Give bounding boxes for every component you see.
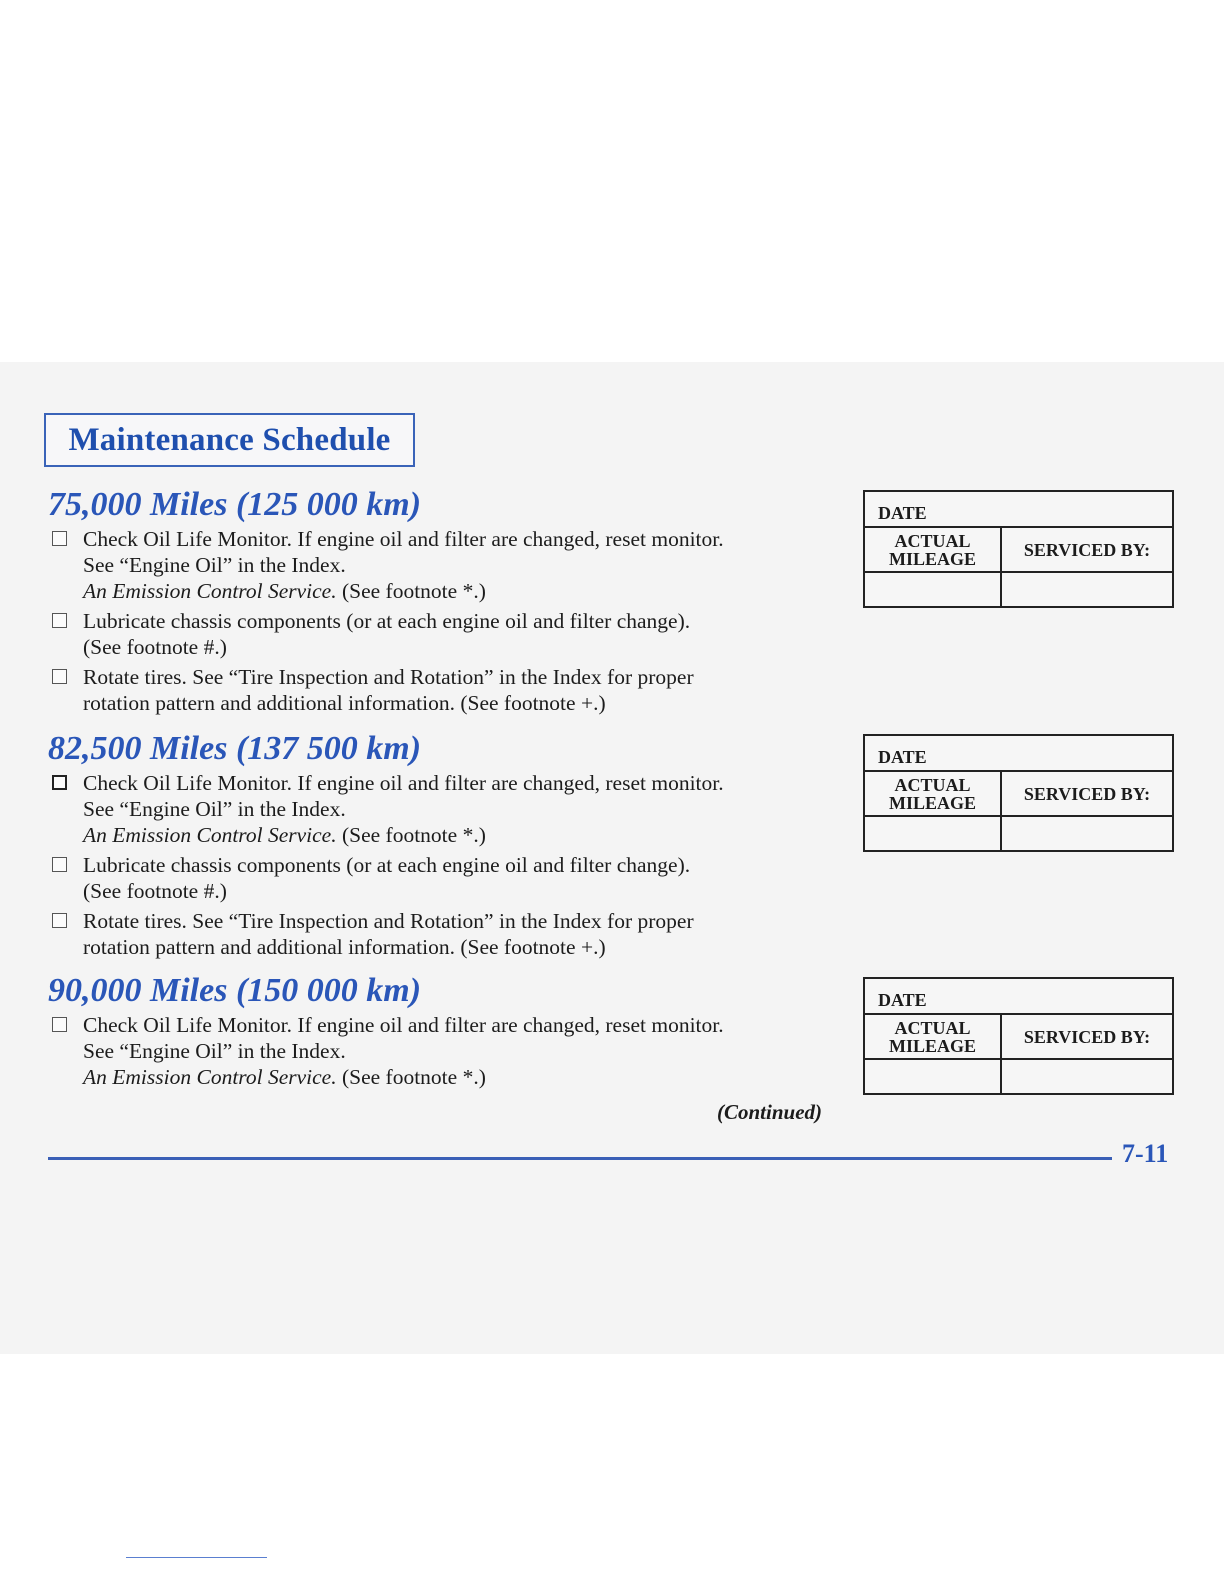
serviced-by-entry[interactable] [1002, 817, 1172, 850]
service-record-box [863, 734, 1174, 852]
checkbox[interactable] [52, 531, 67, 546]
list-item [48, 852, 848, 904]
item-emission-line [83, 578, 848, 604]
mileage-entry[interactable] [865, 817, 1002, 850]
footer-rule [48, 1157, 1112, 1160]
emission-label: An Emission Control Service. [83, 1065, 337, 1089]
list-item [48, 770, 848, 848]
page-number: 7-11 [1122, 1139, 1169, 1168]
item-text: See “Engine Oil” in the Index. [83, 1039, 346, 1063]
item-emission-line [83, 822, 848, 848]
section-heading: 75,000 Miles (125 000 km) [48, 486, 422, 523]
item-text: Check Oil Life Monitor. If engine oil and filter are changed, reset monitor. [83, 1013, 724, 1037]
list-item [48, 608, 848, 660]
item-emission-line [83, 1064, 848, 1090]
footnote-ref: (See footnote *.) [336, 579, 486, 603]
item-text: See “Engine Oil” in the Index. [83, 553, 346, 577]
item-text: Rotate tires. See “Tire Inspection and Rotation” in the Index for proper [83, 909, 694, 933]
date-field[interactable]: DATE [865, 979, 1172, 1015]
page-title-box [44, 413, 415, 467]
date-field[interactable]: DATE [865, 492, 1172, 528]
mileage-entry[interactable] [865, 573, 1002, 606]
footnote-ref: (See footnote *.) [336, 823, 486, 847]
emission-label: An Emission Control Service. [83, 823, 337, 847]
checkbox[interactable] [52, 857, 67, 872]
service-record-box [863, 977, 1174, 1095]
serviced-by-entry[interactable] [1002, 573, 1172, 606]
section-82500 [48, 730, 848, 964]
mileage-entry[interactable] [865, 1060, 1002, 1093]
list-item [48, 664, 848, 716]
list-item [48, 1012, 848, 1090]
item-text: Rotate tires. See “Tire Inspection and Rotation” in the Index for proper [83, 665, 694, 689]
item-text: Check Oil Life Monitor. If engine oil and filter are changed, reset monitor. [83, 771, 724, 795]
item-text: (See footnote #.) [83, 879, 227, 903]
section-90000 [48, 972, 848, 1094]
item-text: See “Engine Oil” in the Index. [83, 797, 346, 821]
record-header-row [865, 772, 1172, 817]
checkbox[interactable] [52, 1017, 67, 1032]
item-text: Lubricate chassis components (or at each engine oil and filter change). [83, 853, 691, 877]
checkbox[interactable] [52, 613, 67, 628]
date-field[interactable]: DATE [865, 736, 1172, 772]
mileage-label: ACTUAL MILEAGE [865, 528, 1002, 571]
continued-note: (Continued) [717, 1100, 823, 1124]
list-item [48, 526, 848, 604]
section-75000 [48, 486, 848, 720]
item-text: Lubricate chassis components (or at each engine oil and filter change). [83, 609, 691, 633]
record-header-row [865, 528, 1172, 573]
serviced-by-label: SERVICED BY: [1023, 1027, 1151, 1047]
serviced-by-label: SERVICED BY: [1023, 540, 1151, 560]
serviced-by-label: SERVICED BY: [1023, 784, 1151, 804]
item-text: rotation pattern and additional information. (See footnote +.) [83, 935, 606, 959]
item-text: (See footnote #.) [83, 635, 227, 659]
footnote-ref: (See footnote *.) [336, 1065, 486, 1089]
checkbox[interactable] [52, 913, 67, 928]
record-entry-row [865, 817, 1172, 850]
mileage-label: ACTUAL MILEAGE [865, 1015, 1002, 1058]
emission-label: An Emission Control Service. [83, 579, 337, 603]
page-title: Maintenance Schedule [68, 421, 391, 458]
bottom-rule-mark [126, 1557, 267, 1558]
record-entry-row [865, 573, 1172, 606]
checkbox[interactable] [52, 669, 67, 684]
item-text: Check Oil Life Monitor. If engine oil and filter are changed, reset monitor. [83, 527, 724, 551]
section-heading: 82,500 Miles (137 500 km) [48, 730, 422, 767]
service-record-box [863, 490, 1174, 608]
list-item [48, 908, 848, 960]
record-header-row [865, 1015, 1172, 1060]
item-text: rotation pattern and additional information. (See footnote +.) [83, 691, 606, 715]
checkbox[interactable] [52, 775, 67, 790]
mileage-label: ACTUAL MILEAGE [865, 772, 1002, 815]
serviced-by-entry[interactable] [1002, 1060, 1172, 1093]
record-entry-row [865, 1060, 1172, 1093]
section-heading: 90,000 Miles (150 000 km) [48, 972, 422, 1009]
